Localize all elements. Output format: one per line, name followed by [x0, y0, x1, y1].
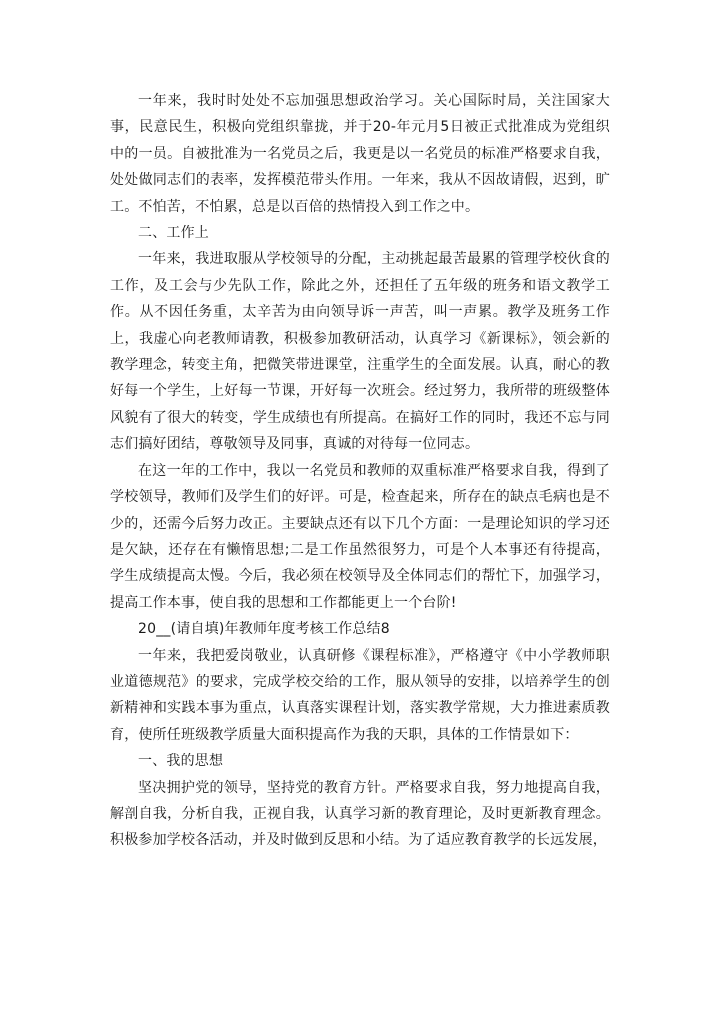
paragraph-intro: 一年来，我把爱岗敬业，认真研修《课程标准》，严格遵守《中小学教师职业道德规范》的要求，完成学校交给的工作，服从领导的安排，以培养学生的创新精神和实践本事为重点，认真落实课程计划，落实教学常规，大力推进素质教育，使所任班级教学质量大面积提高作为我的天职，具体的工作情景如下： — [110, 647, 610, 743]
paragraph-thoughts: 坚决拥护党的领导，坚持党的教育方针。严格要求自我，努力地提高自我，解剖自我，分析自我，正视自我，认真学习新的教育理论，及时更新教育理念。积极参加学校各活动，并及时做到反思和小结。为了适应教育教学的长远发展， — [110, 779, 610, 849]
section-heading-work: 二、工作上 — [138, 225, 209, 242]
paragraph-self-evaluation: 在这一年的工作中，我以一名党员和教师的双重标准严格要求自我，得到了学校领导，教师们及学生们的好评。可是，检查起来，所存在的缺点毛病也是不少的，还需今后努力改正。主要缺点还有以下几个方面：一是理论知识的学习还是欠缺，还存在有懒惰思想;二是工作虽然很努力，可是个人本事还有待提高，学生成绩提高太慢。今后，我必须在校领导及全体同志们的帮忙下，加强学习，提高工作本事，使自我的思想和工作都能更上一个台阶! — [110, 462, 610, 611]
article-title: 20__(请自填)年教师年度考核工作总结8 — [138, 621, 390, 638]
document-page — [110, 88, 610, 854]
paragraph-work-duties: 一年来，我进取服从学校领导的分配，主动挑起最苦最累的管理学校伙食的工作，及工会与少先队工作，除此之外，还担任了五年级的班务和语文教学工作。从不因任务重，太辛苦为由向领导诉一声苦，叫一声累。教学及班务工作上，我虚心向老教师请教，积极参加教研活动，认真学习《新课标》，领会新的教学理念，转变主角，把微笑带进课堂，注重学生的全面发展。认真，耐心的教好每一个学生，上好每一节课，开好每一次班会。经过努力，我所带的班级整体风貌有了很大的转变，学生成绩也有所提高。在搞好工作的同时，我还不忘与同志们搞好团结，尊敬领导及同事，真诚的对待每一位同志。 — [110, 251, 610, 453]
paragraph-political-study: 一年来，我时时处处不忘加强思想政治学习。关心国际时局，关注国家大事，民意民生，积极向党组织靠拢，并于20-年元月5日被正式批准成为党组织中的一员。自被批准为一名党员之后，我更是以一名党员的标准严格要求自我，处处做同志们的表率，发挥模范带头作用。一年来，我从不因故请假，迟到，旷工。不怕苦，不怕累，总是以百倍的热情投入到工作之中。 — [110, 93, 610, 215]
section-heading-thoughts: 一、我的思想 — [138, 753, 224, 770]
